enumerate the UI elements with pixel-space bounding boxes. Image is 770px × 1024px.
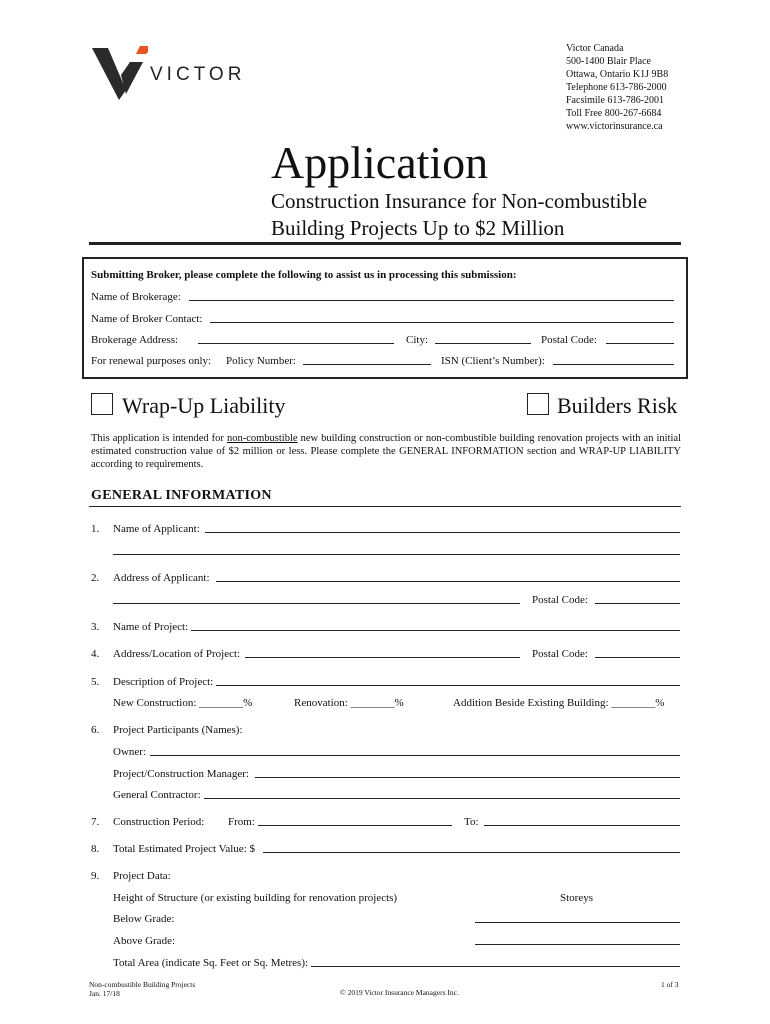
city-field[interactable] xyxy=(435,343,531,344)
contact-address: 500-1400 Blair Place xyxy=(566,56,651,67)
project-data-label: Project Data: xyxy=(113,870,171,882)
renewal-label: For renewal purposes only: xyxy=(91,355,212,367)
contact-block xyxy=(566,42,668,133)
policy-number-field[interactable] xyxy=(303,364,431,365)
victor-logo-mark-icon xyxy=(88,42,148,104)
project-name-label: Name of Project: xyxy=(113,621,189,633)
project-location-field[interactable] xyxy=(245,657,520,658)
q4-number: 4. xyxy=(91,648,100,660)
new-construction-percent[interactable]: New Construction: ________% xyxy=(113,697,253,709)
q7-number: 7. xyxy=(91,816,100,828)
period-from-label: From: xyxy=(228,816,255,828)
project-postal-label: Postal Code: xyxy=(532,648,588,660)
q6-number: 6. xyxy=(91,724,100,736)
above-grade-label: Above Grade: xyxy=(113,935,176,947)
intro-part1: This application is intended for xyxy=(91,433,227,444)
project-description-field[interactable] xyxy=(216,685,680,686)
title-rule xyxy=(89,242,681,245)
broker-contact-field[interactable] xyxy=(210,322,674,323)
project-value-label: Total Estimated Project Value: $ xyxy=(113,843,255,855)
addition-percent[interactable]: Addition Beside Existing Building: ________% xyxy=(453,697,665,709)
construction-period-label: Construction Period: xyxy=(113,816,205,828)
brokerage-name-field[interactable] xyxy=(189,300,674,301)
contact-city: Ottawa, Ontario K1J 9B8 xyxy=(566,69,669,80)
footer-doc-date: Jan. 17/18 xyxy=(89,989,120,998)
page-subtitle-line1: Construction Insurance for Non-combustible xyxy=(271,189,648,213)
applicant-postal-label: Postal Code: xyxy=(532,594,588,606)
footer-page-number: 1 of 3 xyxy=(661,980,679,989)
general-contractor-field[interactable] xyxy=(204,798,680,799)
manager-field[interactable] xyxy=(255,777,680,778)
intro-underlined: non-combustible xyxy=(226,433,298,444)
project-description-label: Description of Project: xyxy=(113,676,214,688)
general-info-heading: GENERAL INFORMATION xyxy=(91,488,272,503)
brokerage-name-label: Name of Brokerage: xyxy=(91,291,181,303)
logo-wordmark: VICTOR xyxy=(150,64,246,85)
footer-doc-name: Non-combustible Building Projects xyxy=(89,980,196,989)
height-structure-label: Height of Structure (or existing building for renovation projects) xyxy=(113,892,398,904)
intro-part2: new building construction or non-combustible building renovation projects with an initial estimated construction value of $2 million or less. Please complete the GENERAL INFORMATION section and WRAP-UP LIABILITY according to requirements. xyxy=(91,433,681,470)
project-value-field[interactable] xyxy=(263,852,680,853)
applicant-address-label: Address of Applicant: xyxy=(113,572,210,584)
project-name-field[interactable] xyxy=(191,630,680,631)
period-to-field[interactable] xyxy=(484,825,680,826)
q5-number: 5. xyxy=(91,676,100,688)
owner-field[interactable] xyxy=(150,755,680,756)
below-grade-field[interactable] xyxy=(475,922,680,923)
contact-telephone: Telephone 613-786-2000 xyxy=(566,82,667,93)
total-area-label: Total Area (indicate Sq. Feet or Sq. Metres): xyxy=(113,957,309,969)
broker-postal-label: Postal Code: xyxy=(541,334,597,346)
builders-risk-label: Builders Risk xyxy=(557,393,678,418)
contact-company: Victor Canada xyxy=(566,43,624,54)
contact-facsimile: Facsimile 613-786-2001 xyxy=(566,95,665,106)
project-postal-field[interactable] xyxy=(595,657,680,658)
participants-label: Project Participants (Names): xyxy=(113,724,243,736)
policy-number-label: Policy Number: xyxy=(226,355,296,367)
applicant-name-field[interactable] xyxy=(205,532,680,533)
q9-number: 9. xyxy=(91,870,100,882)
broker-postal-field[interactable] xyxy=(606,343,674,344)
applicant-postal-field[interactable] xyxy=(595,603,680,604)
city-label: City: xyxy=(406,334,429,346)
q3-number: 3. xyxy=(91,621,100,633)
manager-label: Project/Construction Manager: xyxy=(113,768,249,780)
wrap-up-liability-checkbox[interactable] xyxy=(91,393,113,415)
brokerage-address-field[interactable] xyxy=(198,343,394,344)
isn-field[interactable] xyxy=(553,364,674,365)
brokerage-address-label: Brokerage Address: xyxy=(91,334,179,346)
q2-number: 2. xyxy=(91,572,100,584)
intro-paragraph xyxy=(91,432,681,471)
project-location-label: Address/Location of Project: xyxy=(113,648,241,660)
broker-heading: Submitting Broker, please complete the following to assist us in processing this submission: xyxy=(91,269,517,281)
period-from-field[interactable] xyxy=(258,825,452,826)
renovation-percent[interactable]: Renovation: ________% xyxy=(294,697,404,709)
owner-label: Owner: xyxy=(113,746,146,758)
total-area-field[interactable] xyxy=(311,966,680,967)
broker-contact-label: Name of Broker Contact: xyxy=(91,313,203,325)
page-subtitle-line2: Building Projects Up to $2 Million xyxy=(271,216,565,240)
below-grade-label: Below Grade: xyxy=(113,913,175,925)
period-to-label: To: xyxy=(464,816,479,828)
footer-copyright: © 2019 Victor Insurance Managers Inc. xyxy=(340,988,459,997)
builders-risk-checkbox[interactable] xyxy=(527,393,549,415)
isn-label: ISN (Client’s Number): xyxy=(441,355,545,367)
storeys-label: Storeys xyxy=(560,892,593,904)
applicant-address-field-2[interactable] xyxy=(113,603,520,604)
general-info-rule xyxy=(89,506,681,507)
applicant-name-field-2[interactable] xyxy=(113,554,680,555)
victor-logo xyxy=(88,42,248,104)
applicant-address-field[interactable] xyxy=(216,581,680,582)
above-grade-field[interactable] xyxy=(475,944,680,945)
contact-tollfree: Toll Free 800-267-6684 xyxy=(566,108,662,119)
contact-website[interactable]: www.victorinsurance.ca xyxy=(566,121,663,132)
applicant-name-label: Name of Applicant: xyxy=(113,523,200,535)
q1-number: 1. xyxy=(91,523,100,535)
q8-number: 8. xyxy=(91,843,100,855)
page-title: Application xyxy=(271,137,489,188)
wrap-up-liability-label: Wrap-Up Liability xyxy=(122,393,286,418)
general-contractor-label: General Contractor: xyxy=(113,789,201,801)
